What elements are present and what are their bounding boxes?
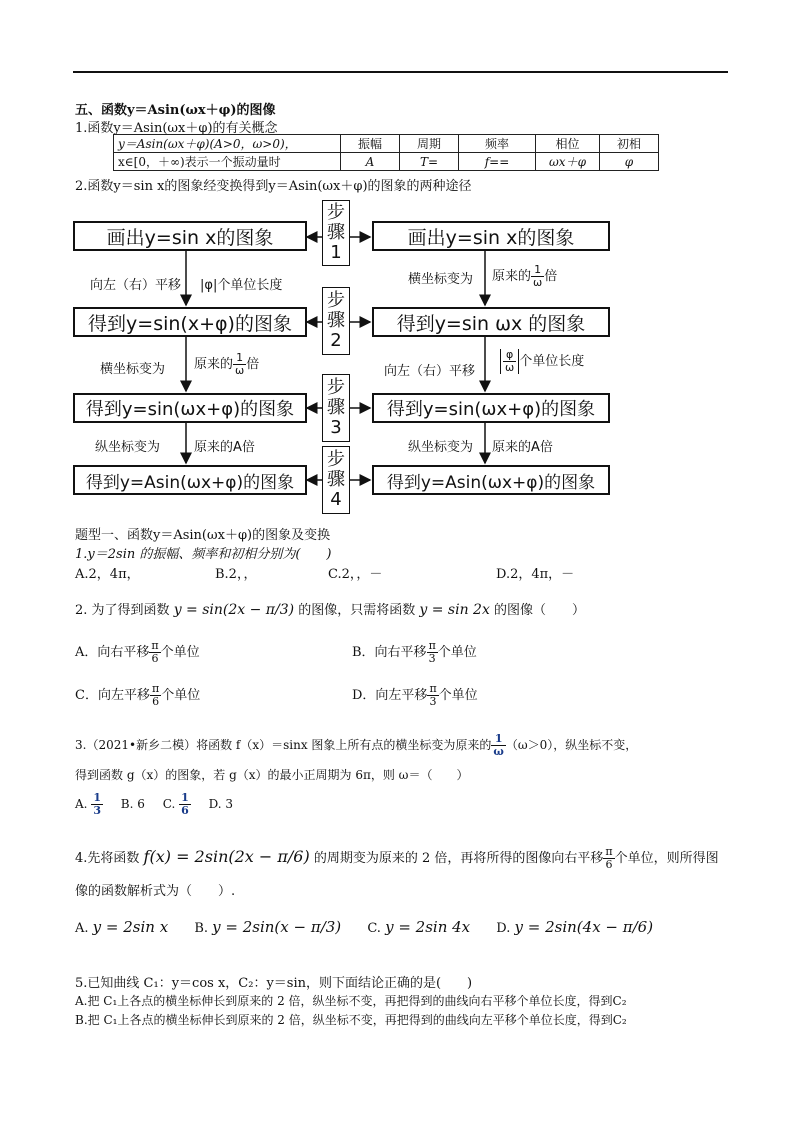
q2-option-d [352, 683, 478, 708]
right-box-4: 得到y=Asin(ωx+φ)的图象 [372, 465, 610, 495]
q2-formula-1: y = sin(2x − π/3) [173, 602, 295, 618]
right-label-1-frac-num: 1 [531, 264, 544, 277]
q4-option-b-formula: y = 2sin(x − π/3) [212, 918, 342, 936]
header-amplitude: 振幅 [341, 135, 400, 153]
right-label-1-group [492, 264, 557, 289]
q2-option-b-tail: 个单位 [437, 645, 477, 660]
left-box-4: 得到y=Asin(ωx+φ)的图象 [73, 465, 307, 495]
left-label-2-tail: 倍 [246, 357, 260, 372]
right-label-2-group [500, 349, 584, 374]
q4-shift-fraction [603, 846, 614, 871]
q2-option-d-den: 3 [429, 695, 437, 708]
q2-option-c-num: π [151, 682, 160, 695]
right-box-2: 得到y=sin ωx 的图象 [372, 307, 610, 337]
header-frequency: 频率 [459, 135, 536, 153]
right-box-3: 得到y=sin(ωx+φ)的图象 [372, 393, 610, 423]
left-label-3-after: 原来的A倍 [194, 440, 255, 455]
q2-option-a-num: π [151, 639, 159, 652]
q2-option-a-den: 6 [151, 652, 159, 665]
q3-option-a [75, 791, 103, 817]
q2-option-b-fraction [427, 640, 438, 665]
step-1-number: 1 [330, 242, 342, 263]
left-label-2-after: 原来的 [194, 357, 234, 372]
left-label-1-before: 向左（右）平移 [90, 278, 182, 293]
q2-option-c-den: 6 [152, 695, 160, 708]
right-label-1-before: 横坐标变为 [408, 272, 474, 287]
right-label-1-after: 原来的 [492, 269, 532, 284]
left-label-2-group [194, 352, 259, 377]
q4-option-b-label: B. [194, 921, 209, 936]
step-2-char-b: 骤 [327, 310, 345, 331]
q2-stem-a: 2. 为了得到函数 [75, 603, 170, 618]
concept-desc-2: x∈[0，＋∞)表示一个振动量时 [114, 153, 341, 171]
left-label-1-after: |φ|个单位长度 [200, 278, 283, 293]
value-frequency: f== [459, 153, 536, 171]
q3-option-d: D. 3 [208, 797, 234, 811]
right-box-1: 画出y=sin x的图象 [372, 221, 610, 251]
left-box-1: 画出y=sin x的图象 [73, 221, 307, 251]
q1-stem: 1.y＝2sin 的振幅、频率和初相分别为( ) [75, 547, 332, 562]
q4-option-c-formula: y = 2sin 4x [385, 918, 471, 936]
right-label-2-before: 向左（右）平移 [384, 364, 476, 379]
q1-option-c: C.2，，－ [328, 567, 383, 582]
step-2-number: 2 [330, 330, 342, 351]
q2-option-c [75, 683, 200, 708]
value-initial-phase: φ [600, 153, 659, 171]
q3-option-c-fraction [179, 792, 191, 817]
q3-option-a-den: 3 [93, 804, 101, 817]
step-1-char-b: 骤 [327, 222, 345, 243]
right-label-3-before: 纵坐标变为 [408, 440, 474, 455]
q3-option-c-num: 1 [181, 791, 189, 804]
left-box-3: 得到y=sin(ωx+φ)的图象 [73, 393, 307, 423]
step-box-2 [322, 287, 350, 355]
q2-option-c-label: C．向左平移 [75, 688, 150, 703]
q5-option-a: A.把 C₁上各点的横坐标伸长到原来的 2 倍，纵坐标不变，再把得到的曲线向右平移个单位长度，得到C₂ [75, 994, 627, 1008]
q4-option-d-label: D. [496, 921, 511, 936]
q2-option-d-tail: 个单位 [438, 688, 478, 703]
q2-stem [75, 598, 585, 623]
header-period: 周期 [400, 135, 459, 153]
q3-line-2: 得到函数 g（x）的图象，若 g（x）的最小正周期为 6π，则 ω＝（ ） [75, 768, 469, 782]
q2-option-b [352, 640, 477, 665]
q4-stem-b: 的周期变为原来的 2 倍，再将所得的图像向右平移 [313, 851, 604, 866]
right-label-2-fraction [503, 349, 516, 374]
right-label-3-after: 原来的A倍 [492, 440, 553, 455]
q3-option-c-den: 6 [181, 804, 189, 817]
q1-option-a: A.2，4π， [75, 567, 140, 582]
q2-option-b-label: B．向右平移 [352, 645, 427, 660]
q2-option-a [75, 640, 200, 665]
right-label-2-abs [500, 349, 519, 374]
q3-option-b: B. 6 [120, 797, 145, 811]
left-label-2-before: 横坐标变为 [100, 362, 166, 377]
q2-option-c-fraction [150, 683, 161, 708]
q3-option-a-num: 1 [93, 791, 101, 804]
value-phase: ωx＋φ [536, 153, 600, 171]
q2-stem-b: 的图像，只需将函数 [298, 603, 416, 618]
step-3-char-b: 骤 [327, 397, 345, 418]
step-box-4 [322, 446, 350, 514]
q4-formula: f(x) = 2sin(2x − π/6) [143, 847, 310, 866]
q4-stem-a: 4.先将函数 [75, 851, 140, 866]
step-box-1 [322, 200, 350, 266]
section-title: 五、函数y＝Asin(ωx＋φ)的图像 [75, 103, 276, 118]
q2-option-a-fraction [149, 640, 160, 665]
step-1-char-a: 步 [327, 202, 345, 223]
q3-option-c-label: C. [162, 797, 176, 811]
q3-option-c [162, 791, 191, 817]
q5-stem: 5.已知曲线 C₁：y＝cos x，C₂：y＝sin，则下面结论正确的是( ) [75, 976, 473, 991]
q2-option-d-label: D．向左平移 [352, 688, 428, 703]
q2-option-c-tail: 个单位 [161, 688, 201, 703]
q2-option-b-num: π [428, 639, 436, 652]
q3-options [75, 792, 233, 817]
concept-heading: 1.函数y＝Asin(ωx＋φ)的有关概念 [75, 121, 278, 136]
step-3-char-a: 步 [327, 377, 345, 398]
header-initial-phase: 初相 [600, 135, 659, 153]
q4-option-a-label: A. [75, 921, 89, 936]
transform-heading: 2.函数y＝sin x的图象经变换得到y＝Asin(ωx＋φ)的图象的两种途径 [75, 179, 472, 194]
q3-line-1-text: 3.（2021•新乡二模）将函数 f（x）＝sinx 图象上所有点的横坐标变为原来的 [75, 738, 492, 752]
q3-option-a-fraction [91, 792, 103, 817]
q4-option-a-formula: y = 2sin x [92, 918, 169, 936]
q3-line-1-fraction [491, 733, 505, 758]
right-label-2-frac-den: ω [505, 361, 515, 374]
q3-line-1 [75, 733, 637, 758]
q2-option-b-den: 3 [428, 652, 436, 665]
q4-options [75, 914, 653, 942]
q1-option-d: D.2，4π，－ [496, 567, 575, 582]
step-3-number: 3 [330, 417, 342, 438]
q4-line-2: 像的函数解析式为（ ）. [75, 884, 236, 899]
step-4-char-b: 骤 [327, 469, 345, 490]
q4-option-c-label: C. [367, 921, 381, 936]
left-box-2: 得到y=sin(x+φ)的图象 [73, 307, 307, 337]
q2-stem-c: 的图像（ ） [494, 603, 586, 618]
q2-option-a-tail: 个单位 [160, 645, 200, 660]
type1-title: 题型一、函数y＝Asin(ωx＋φ)的图象及变换 [75, 528, 331, 543]
q2-option-a-label: A．向右平移 [75, 645, 150, 660]
step-2-char-a: 步 [327, 290, 345, 311]
q3-frac-den: ω [493, 745, 504, 758]
right-label-1-frac-den: ω [533, 276, 543, 289]
value-period: T= [400, 153, 459, 171]
q4-option-c [367, 918, 471, 936]
right-label-2-frac-num: φ [503, 349, 516, 362]
right-label-1-fraction [531, 264, 544, 289]
step-box-3 [322, 374, 350, 442]
step-4-char-a: 步 [327, 449, 345, 470]
q5-option-b: B.把 C₁上各点的横坐标伸长到原来的 2 倍，纵坐标不变，再把得到的曲线向左平移个单位长度，得到C₂ [75, 1013, 627, 1027]
right-label-1-tail: 倍 [544, 269, 558, 284]
q3-frac-num: 1 [491, 733, 505, 746]
q1-option-b: B.2，， [215, 567, 257, 582]
value-amplitude: A [341, 153, 400, 171]
q4-shift-num: π [605, 845, 613, 858]
q2-option-d-fraction [427, 683, 438, 708]
q4-stem-c: 个单位，则所得图 [614, 851, 719, 866]
left-label-2-frac-den: ω [235, 364, 245, 377]
q4-option-a [75, 918, 169, 936]
q4-line-1 [75, 844, 719, 872]
right-label-2-after: 个单位长度 [519, 354, 585, 369]
left-label-3-before: 纵坐标变为 [95, 440, 161, 455]
q3-line-1-tail: （ω＞0），纵坐标不变， [505, 738, 638, 752]
q4-shift-den: 6 [605, 858, 613, 871]
q4-option-d [496, 918, 654, 936]
q2-formula-2: y = sin 2x [419, 602, 490, 618]
q4-option-d-formula: y = 2sin(4x − π/6) [514, 918, 654, 936]
q2-option-d-num: π [429, 682, 437, 695]
header-phase: 相位 [536, 135, 600, 153]
concept-desc-1: y＝Asin(ωx＋φ)(A>0，ω>0)， [114, 135, 341, 153]
q4-option-b [194, 918, 342, 936]
q3-option-a-label: A. [75, 797, 88, 811]
left-label-2-frac-num: 1 [233, 352, 246, 365]
step-4-number: 4 [330, 489, 342, 510]
left-label-2-fraction [233, 352, 246, 377]
